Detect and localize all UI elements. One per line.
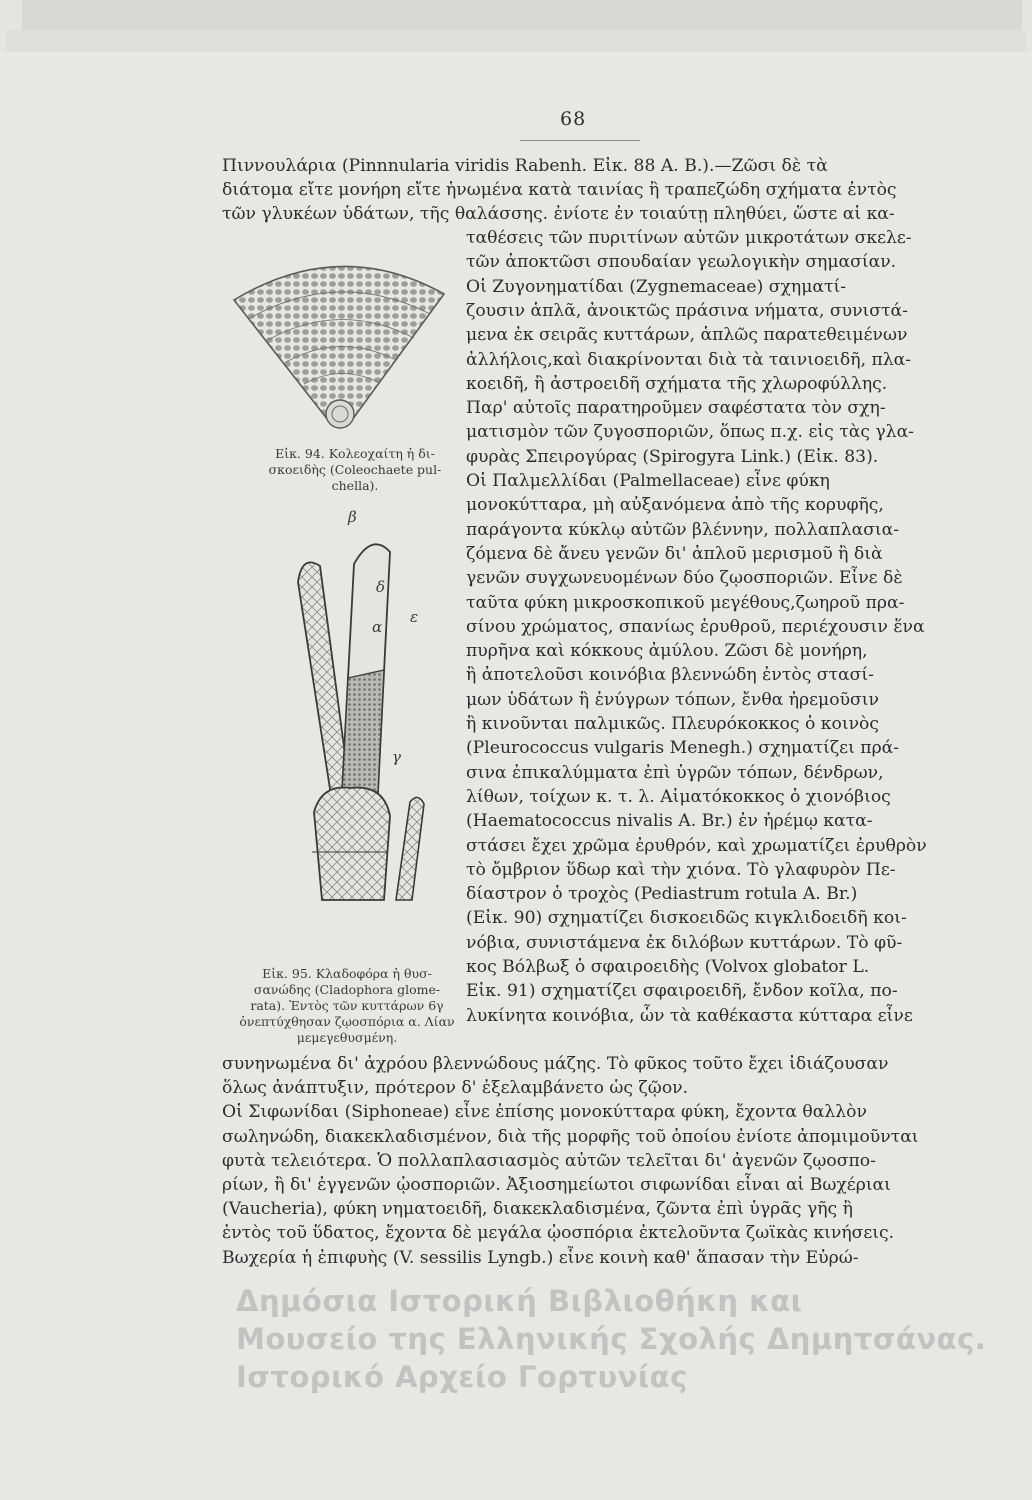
figure-label: δ <box>376 578 386 596</box>
figure-caption: Εἰκ. 94. Κολεοχαίτη ἡ δι- <box>275 446 435 461</box>
text-line: συνηνωμένα δι' ἀχρόου βλεννώδους μάζης. Τὸ φῦκος τοῦτο ἔχει ἰδιάζουσαν <box>222 1054 889 1074</box>
text-line: κοειδῆ, ἢ ἀστροειδῆ σχήματα τῆς χλωροφύλλης. <box>466 373 888 394</box>
figure-caption: ὀνεπτύχθησαν ζῳοσπόρια α. Λίαν <box>239 1014 455 1029</box>
text-line: λυκίνητα κοινόβια, ὧν τὰ καθέκαστα κύτταρα εἶνε <box>466 1005 913 1026</box>
text-line: στάσει ἔχει χρῶμα ἐρυθρόν, καὶ χρωματίζει ἐρυθρὸν <box>466 835 927 856</box>
text-line: δίαστρον ὁ τροχὸς (Pediastrum rotula A. Br.) <box>466 884 858 905</box>
text-line: τῶν ἀποκτῶσι σπουδαίαν γεωλογικὴν σημασίαν. <box>466 252 897 273</box>
text-line: ἀλλήλοις,καὶ διακρίνονται διὰ τὰ ταινιοειδῆ, πλα- <box>466 349 912 370</box>
figure-caption: σκοειδὴς (Coleochaete pul- <box>268 462 442 477</box>
text-line: Βωχερία ἡ ἐπιφυὴς (V. sessilis Lyngb.) εἶνε κοινὴ καθ' ἅπασαν τὴν Εὐρώ- <box>222 1247 859 1268</box>
text-line: πυρῆνα καὶ κόκκους ἀμύλου. Ζῶσι δὲ μονήρη, <box>466 641 868 662</box>
text-line: παράγοντα κύκλῳ αὐτῶν βλέννην, πολλαπλασια- <box>466 519 900 540</box>
text-line: σινα ἐπικαλύμματα ἐπὶ ὑγρῶν τόπων, δένδρων, <box>466 762 884 783</box>
text-line: μενα ἐκ σειρᾶς κυττάρων, ἁπλῶς παρατεθειμένων <box>466 325 908 346</box>
text-line: λίθων, τοίχων κ. τ. λ. Αἱματόκοκκος ὁ χιονόβιος <box>466 786 891 807</box>
header-rule <box>520 140 640 141</box>
watermark-line: Δημόσια Ιστορική Βιβλιοθήκη και <box>236 1284 803 1318</box>
text-line: ταῦτα φύκη μικροσκοπικοῦ μεγέθους,ζωηροῦ πρα- <box>466 592 905 613</box>
text-line: γενῶν συγχωνευομένων δύο ζῳοσποριῶν. Εἶνε δὲ <box>466 568 903 589</box>
text-line: ὅλως ἀνάπτυξιν, πρότερον δ' ἐξελαμβάνετο ὡς ζῷον. <box>222 1078 689 1099</box>
page-number: 68 <box>560 108 587 130</box>
figure-caption: σανώδης (Cladophora glome- <box>253 982 441 997</box>
figure-caption: rata). Ἐντὸς τῶν κυττάρων 6γ <box>250 998 444 1013</box>
text-line: νόβια, συνιστάμενα ἐκ διλόβων κυττάρων. Τὸ φῦ- <box>466 932 903 953</box>
text-line: ρίων, ἢ δι' ἐγγενῶν ᾠοσποριῶν. Ἀξιοσημείωτοι σιφωνίδαι εἶναι αἱ Βωχέριαι <box>222 1175 891 1195</box>
figure-caption: chella). <box>331 478 379 493</box>
text-line: Οἱ Παλμελλίδαι (Palmellaceae) εἶνε φύκη <box>466 471 830 491</box>
text-line: ματισμὸν τῶν ζυγοσποριῶν, ὅπως π.χ. εἰς τὰς γλα- <box>466 422 914 443</box>
text-line: ταθέσεις τῶν πυριτίνων αὐτῶν μικροτάτων σκελε- <box>466 228 912 248</box>
text-line: Οἱ Σιφωνίδαι (Siphoneae) εἶνε ἐπίσης μονοκύτταρα φύκη, ἔχοντα θαλλὸν <box>222 1102 867 1123</box>
figure-label: α <box>372 618 383 636</box>
text-line: φυτὰ τελειότερα. Ὁ πολλαπλασιασμὸς αὐτῶν τελεῖται δι' ἀγενῶν ζῳοσπο- <box>222 1150 876 1171</box>
text-line: (Εἰκ. 90) σχηματίζει δισκοειδῶς κιγκλιδοειδῆ κοι- <box>466 908 907 929</box>
text-line: μων ὑδάτων ἢ ἐνύγρων τόπων, ἔνθα ἠρεμοῦσιν <box>466 689 879 710</box>
text-line: Οἱ Ζυγονηματίδαι (Zygnemaceae) σχηματί- <box>466 276 847 297</box>
text-line: (Pleurococcus vulgaris Menegh.) σχηματίζει πρά- <box>466 738 900 759</box>
text-line: (Vaucheria), φύκη νηματοειδῆ, διακεκλαδισμένα, ζῶντα ἐπὶ ὑγρᾶς γῆς ἢ <box>222 1199 853 1220</box>
coleochaete-figure <box>220 248 460 448</box>
cladophora-figure <box>292 492 452 912</box>
watermark-line: Μουσείο της Ελληνικής Σχολής Δημητσάνας. <box>236 1322 987 1356</box>
text-line: ζουσιν ἁπλᾶ, ἀνοικτῶς πράσινα νήματα, συνιστά- <box>466 300 908 321</box>
figure-label: ε <box>410 608 419 626</box>
text-line: τῶν γλυκέων ὑδάτων, τῆς θαλάσσης. ἐνίοτε ἐν τοιαύτῃ πληθύει, ὥστε αἱ κα- <box>222 204 895 224</box>
text-line: ζόμενα δὲ ἄνευ γενῶν δι' ἁπλοῦ μερισμοῦ ἢ διὰ <box>466 543 883 564</box>
text-line: Εἰκ. 91) σχηματίζει σφαιροειδῆ, ἔνδον κοῖλα, πο- <box>466 981 898 1002</box>
text-line: διάτομα εἴτε μονήρη εἴτε ἡνωμένα κατὰ ταινίας ἢ τραπεζώδη σχήματα ἐντὸς <box>222 180 897 200</box>
text-line: σωληνώδη, διακεκλαδισμένον, διὰ τῆς μορφῆς τοῦ ὁποίου ἐνίοτε ἀπομιμοῦνται <box>222 1126 919 1147</box>
text-line: μονοκύτταρα, μὴ αὐξανόμενα ἀπὸ τῆς κορυφῆς, <box>466 495 884 516</box>
text-line: ἢ ἀποτελοῦσι κοινόβια βλεννώδη ἐντὸς στασί- <box>466 665 874 686</box>
text-line: κος Βόλβωξ ὁ σφαιροειδὴς (Volvox globator L. <box>466 957 870 977</box>
watermark-line: Ιστορικό Αρχείο Γορτυνίας <box>236 1360 688 1394</box>
book-page <box>0 52 1032 1500</box>
text-line: σίνου χρώματος, σπανίως ἐρυθροῦ, περιέχουσιν ἕνα <box>466 616 925 637</box>
text-line: ἐντὸς τοῦ ὕδατος, ἔχοντα δὲ μεγάλα ᾠοσπόρια ἐκτελοῦντα ζωϊκὰς κινήσεις. <box>222 1223 895 1244</box>
text-line: Παρ' αὐτοῖς παρατηροῦμεν σαφέστατα τὸν σχη- <box>466 398 886 419</box>
figure-label: β <box>348 508 357 526</box>
text-line: (Haematococcus nivalis A. Br.) ἐν ἠρέμῳ κατα- <box>466 811 873 832</box>
text-line: Πιννουλάρια (Pinnnularia viridis Rabenh. Εἰκ. 88 A. B.).—Ζῶσι δὲ τὰ <box>222 156 828 176</box>
text-line: τὸ ὄμβριον ὕδωρ καὶ τὴν χιόνα. Τὸ γλαφυρὸν Πε- <box>466 859 896 880</box>
text-line: ἢ κινοῦνται παλμικῶς. Πλευρόκοκκος ὁ κοινὸς <box>466 714 880 734</box>
figure-caption: μεμεγεθυσμένη. <box>296 1030 398 1045</box>
text-line: φυρὰς Σπειρογύρας (Spirogyra Link.) (Εἰκ. 83). <box>466 446 879 467</box>
figure-caption: Εἰκ. 95. Κλαδοφόρα ἡ θυσ- <box>262 966 432 981</box>
figure-label: γ <box>392 748 401 766</box>
